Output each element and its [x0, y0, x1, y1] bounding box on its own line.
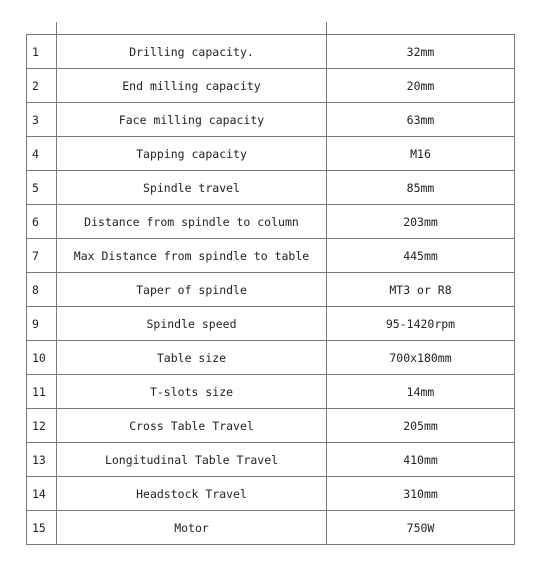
table-row	[27, 477, 515, 511]
parameter-value: 95-1420rpm	[327, 307, 515, 341]
parameter-value: 20mm	[327, 69, 515, 103]
parameter-name: Drilling capacity.	[57, 35, 327, 69]
parameter-name: Headstock Travel	[57, 477, 327, 511]
row-number: 9	[27, 307, 57, 341]
table-row	[27, 273, 515, 307]
parameter-name: End milling capacity	[57, 69, 327, 103]
row-number: 5	[27, 171, 57, 205]
parameter-value: 310mm	[327, 477, 515, 511]
row-number: 12	[27, 409, 57, 443]
parameter-name: Table size	[57, 341, 327, 375]
spec-table	[26, 22, 515, 545]
row-number: 14	[27, 477, 57, 511]
table-row	[27, 443, 515, 477]
table-row	[27, 35, 515, 69]
row-number: 1	[27, 35, 57, 69]
table-row	[27, 103, 515, 137]
table-row	[27, 239, 515, 273]
parameter-value: 32mm	[327, 35, 515, 69]
parameter-name: Face milling capacity	[57, 103, 327, 137]
table-top-border-row	[27, 22, 515, 35]
parameter-name: Spindle travel	[57, 171, 327, 205]
parameter-value: 750W	[327, 511, 515, 545]
parameter-value: 85mm	[327, 171, 515, 205]
parameter-value: 203mm	[327, 205, 515, 239]
parameter-name: Motor	[57, 511, 327, 545]
parameter-value: 205mm	[327, 409, 515, 443]
parameter-name: Spindle speed	[57, 307, 327, 341]
table-row	[27, 69, 515, 103]
parameter-name: Distance from spindle to column	[57, 205, 327, 239]
parameter-value: 410mm	[327, 443, 515, 477]
row-number: 11	[27, 375, 57, 409]
parameter-name: Cross Table Travel	[57, 409, 327, 443]
row-number: 15	[27, 511, 57, 545]
parameter-value: 14mm	[327, 375, 515, 409]
row-number: 8	[27, 273, 57, 307]
parameter-value: 700x180mm	[327, 341, 515, 375]
parameter-name: Max Distance from spindle to table	[57, 239, 327, 273]
table-row	[27, 511, 515, 545]
row-number: 2	[27, 69, 57, 103]
table-row	[27, 137, 515, 171]
cell-top-no	[27, 22, 57, 35]
table-row	[27, 307, 515, 341]
row-number: 13	[27, 443, 57, 477]
table-row	[27, 171, 515, 205]
row-number: 6	[27, 205, 57, 239]
parameter-name: Tapping capacity	[57, 137, 327, 171]
cell-top-param	[57, 22, 327, 35]
parameter-value: 445mm	[327, 239, 515, 273]
table-row	[27, 409, 515, 443]
table-row	[27, 341, 515, 375]
table-row	[27, 205, 515, 239]
row-number: 10	[27, 341, 57, 375]
parameter-value: MT3 or R8	[327, 273, 515, 307]
parameter-name: T-slots size	[57, 375, 327, 409]
parameter-value: M16	[327, 137, 515, 171]
table-row	[27, 375, 515, 409]
row-number: 3	[27, 103, 57, 137]
parameter-name: Longitudinal Table Travel	[57, 443, 327, 477]
row-number: 7	[27, 239, 57, 273]
row-number: 4	[27, 137, 57, 171]
parameter-value: 63mm	[327, 103, 515, 137]
cell-top-val	[327, 22, 515, 35]
parameter-name: Taper of spindle	[57, 273, 327, 307]
